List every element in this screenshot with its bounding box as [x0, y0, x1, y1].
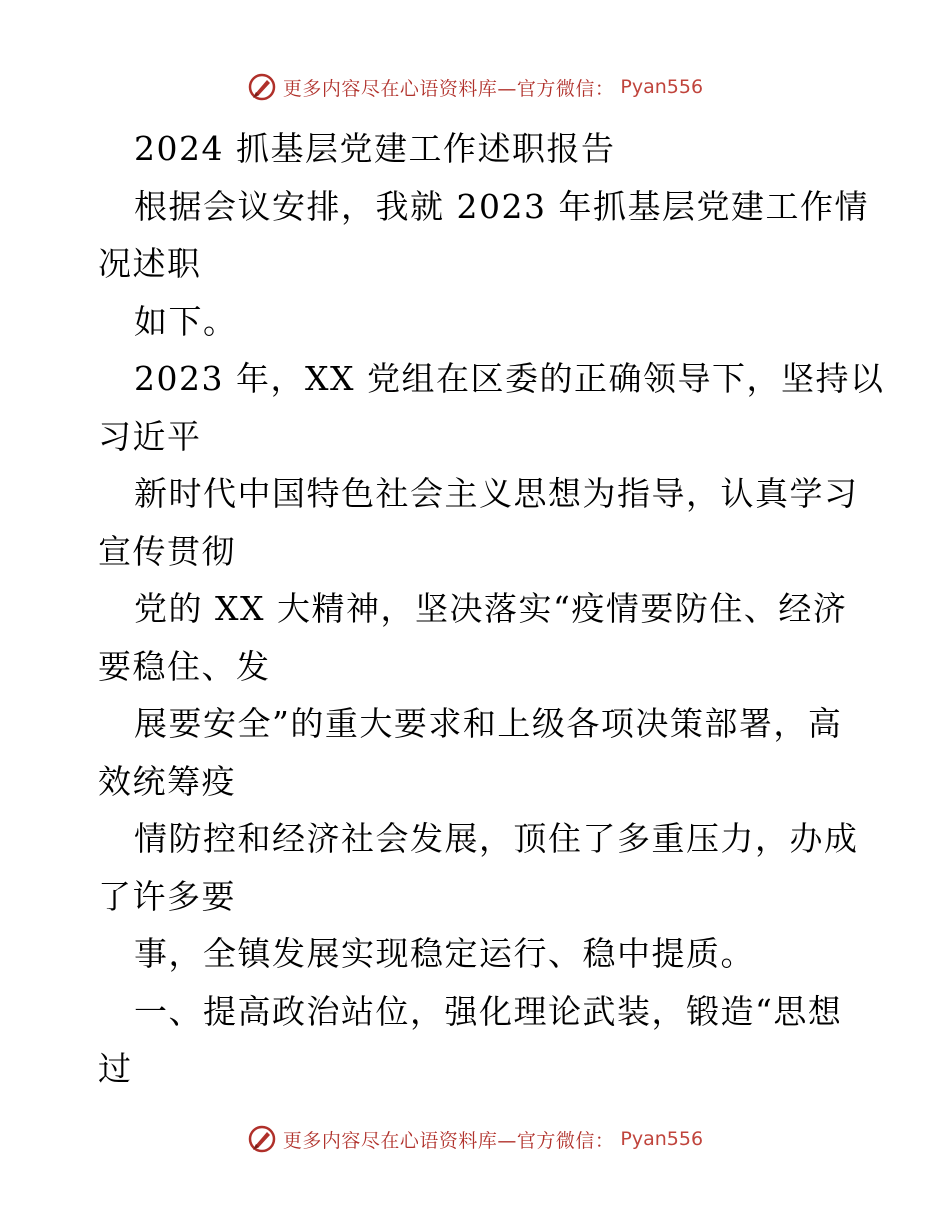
text-line: 2023 年，XX 党组在区委的正确领导下，坚持以 — [134, 359, 885, 398]
text-line: 根据会议安排，我就 2023 年抓基层党建工作情 — [134, 186, 869, 226]
text-line: 党的 XX 大精神，坚决落实“疫情要防住、经济 — [134, 589, 848, 628]
text-line: 宣传贯彻 — [98, 531, 236, 571]
text-line: 如下。 — [134, 301, 238, 341]
text-line: 情防控和经济社会发展，顶住了多重压力，办成 — [134, 819, 859, 858]
pen-logo-icon — [247, 72, 277, 102]
text-line: 效统筹疫 — [98, 761, 236, 801]
pen-logo-icon — [247, 1124, 277, 1154]
watermark-text: 更多内容尽在心语资料库—官方微信： — [282, 77, 615, 100]
text-line: 事，全镇发展实现稳定运行、稳中提质。 — [134, 934, 755, 973]
text-line: 一、提高政治站位，强化理论武装，锻造“思想 — [134, 991, 843, 1031]
text-line: 过 — [98, 1049, 133, 1088]
footer-watermark — [0, 1124, 950, 1154]
document-body — [98, 120, 885, 1098]
text-line: 新时代中国特色社会主义思想为指导，认真学习 — [134, 474, 859, 513]
watermark-text: 更多内容尽在心语资料库—官方微信： — [282, 1129, 615, 1152]
watermark-wechat-id: Pyan556 — [620, 1128, 704, 1150]
text-line: 展要安全”的重大要求和上级各项决策部署，高 — [134, 704, 843, 743]
header-watermark — [0, 72, 950, 102]
text-line: 况述职 — [98, 244, 202, 283]
text-line: 了许多要 — [98, 876, 236, 916]
text-line: 2024 抓基层党建工作述职报告 — [134, 129, 616, 168]
text-line: 要稳住、发 — [98, 646, 271, 686]
watermark-wechat-id: Pyan556 — [620, 76, 704, 98]
text-line: 习近平 — [98, 416, 202, 456]
